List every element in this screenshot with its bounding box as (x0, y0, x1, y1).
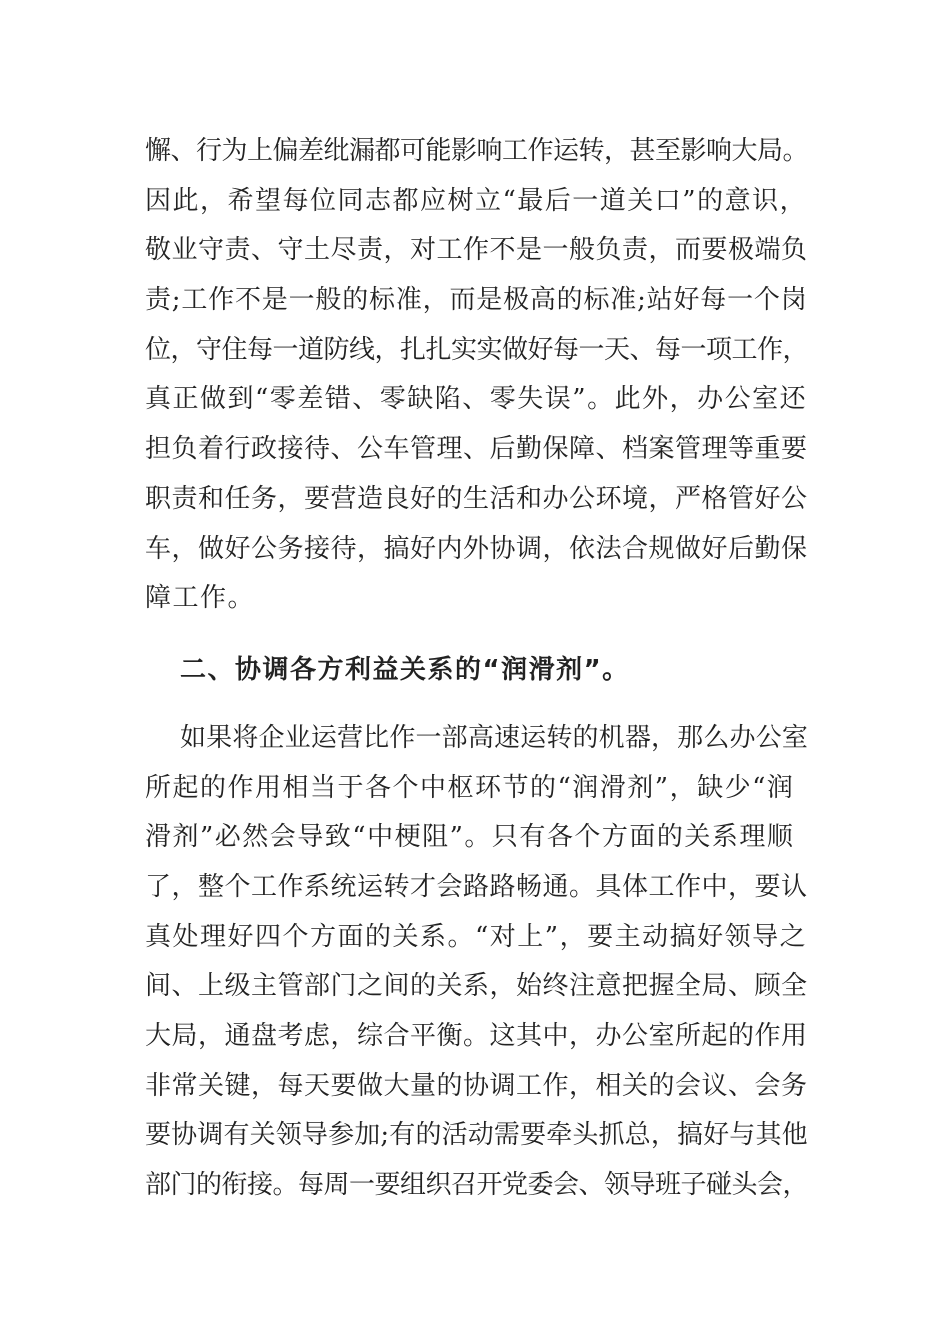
paragraph2-line: 要协调有关领导参加;有的活动需要牵头抓总，搞好与其他 (145, 1120, 808, 1150)
paragraph2-line: 所起的作用相当于各个中枢环节的“润滑剂”，缺少“润 (145, 773, 795, 803)
paragraph2-line: 部门的衔接。每周一要组织召开党委会、领导班子碰头会， (145, 1170, 809, 1200)
section-heading: 二、协调各方利益关系的“润滑剂”。 (180, 655, 630, 685)
paragraph1-line: 担负着行政接待、公车管理、后勤保障、档案管理等重要 (145, 434, 808, 464)
paragraph2-line: 了，整个工作系统运转才会路路畅通。具体工作中，要认 (145, 872, 808, 902)
paragraph1-line: 敬业守责、守土尽责，对工作不是一般负责，而要极端负 (145, 235, 808, 265)
paragraph2-line: 非常关键，每天要做大量的协调工作，相关的会议、会务 (145, 1071, 808, 1101)
paragraph1-line: 真正做到“零差错、零缺陷、零失误”。此外，办公室还 (145, 384, 808, 414)
paragraph1-line: 障工作。 (145, 583, 256, 613)
paragraph2-line: 真处理好四个方面的关系。“对上”，要主动搞好领导之 (145, 922, 808, 952)
paragraph2-line: 大局，通盘考虑，综合平衡。这其中，办公室所起的作用 (145, 1021, 808, 1051)
paragraph1-line: 位，守住每一道防线，扎扎实实做好每一天、每一项工作， (145, 335, 809, 365)
paragraph1-line: 责;工作不是一般的标准，而是极高的标准;站好每一个岗 (145, 285, 808, 315)
paragraph1-line: 职责和任务，要营造良好的生活和办公环境，严格管好公 (145, 484, 808, 514)
paragraph2-line: 滑剂”必然会导致“中梗阻”。只有各个方面的关系理顺 (145, 822, 795, 852)
paragraph2-line: 间、上级主管部门之间的关系，始终注意把握全局、顾全 (145, 971, 808, 1001)
paragraph1-line: 懈、行为上偏差纰漏都可能影响工作运转，甚至影响大局。 (145, 136, 809, 166)
paragraph1-line: 因此，希望每位同志都应树立“最后一道关口”的意识， (145, 186, 808, 216)
paragraph2-line: 如果将企业运营比作一部高速运转的机器，那么办公室 (180, 723, 809, 753)
paragraph1-line: 车，做好公务接待，搞好内外协调，依法合规做好后勤保 (145, 534, 808, 564)
